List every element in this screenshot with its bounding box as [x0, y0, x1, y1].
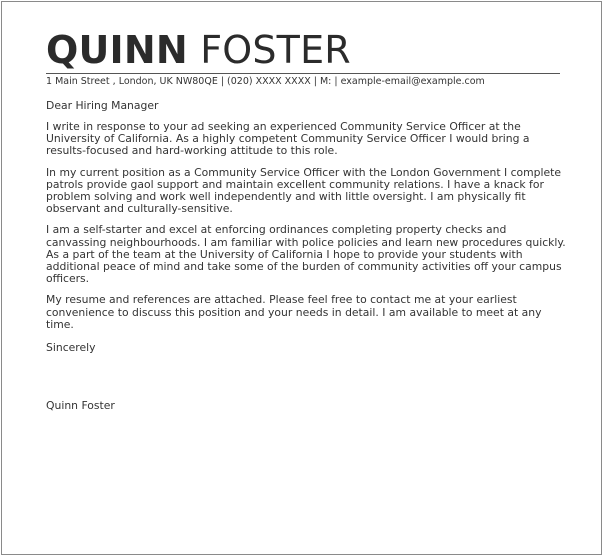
paragraph-skills: I am a self-starter and excel at enforcing ordinances completing property checks and canvassing neighbourhoods. I am familiar with police policies and learn new procedures quickly. As a part of the team at the University of California I hope to provide your students with additional peace of mind and take some of the burden of community activities off your campus officers.: [46, 223, 566, 286]
paragraph-current-position: In my current position as a Community Service Officer with the London Government I complete patrols provide gaol support and maintain excellent community relations. I have a knack for problem solving and work well independently and with little oversight. I am physically fit observant and culturally-sensitive.: [46, 165, 562, 216]
paragraph-intro: I write in response to your ad seeking an experienced Community Service Officer at the University of California. As a highly competent Community Service Officer I would bring a results-focused and hard-working attitude to this role.: [46, 120, 530, 158]
letter-page: [1, 1, 602, 555]
closing-salutation: Sincerely: [46, 341, 96, 355]
paragraph-closing: My resume and references are attached. Please feel free to contact me at your earliest convenience to discuss this position and your needs in detail. I am available to meet at any time.: [46, 293, 542, 331]
applicant-name: [46, 30, 566, 70]
header-divider: [46, 73, 560, 74]
greeting: Dear Hiring Manager: [46, 99, 159, 112]
signature-name: Quinn Foster: [46, 399, 115, 413]
first-name: QUINN: [46, 28, 188, 72]
contact-line: 1 Main Street , London, UK NW80QE | (020) XXXX XXXX | M: | example-email@example.com: [46, 76, 485, 87]
letter-content: [46, 30, 566, 412]
last-name: FOSTER: [200, 28, 351, 72]
